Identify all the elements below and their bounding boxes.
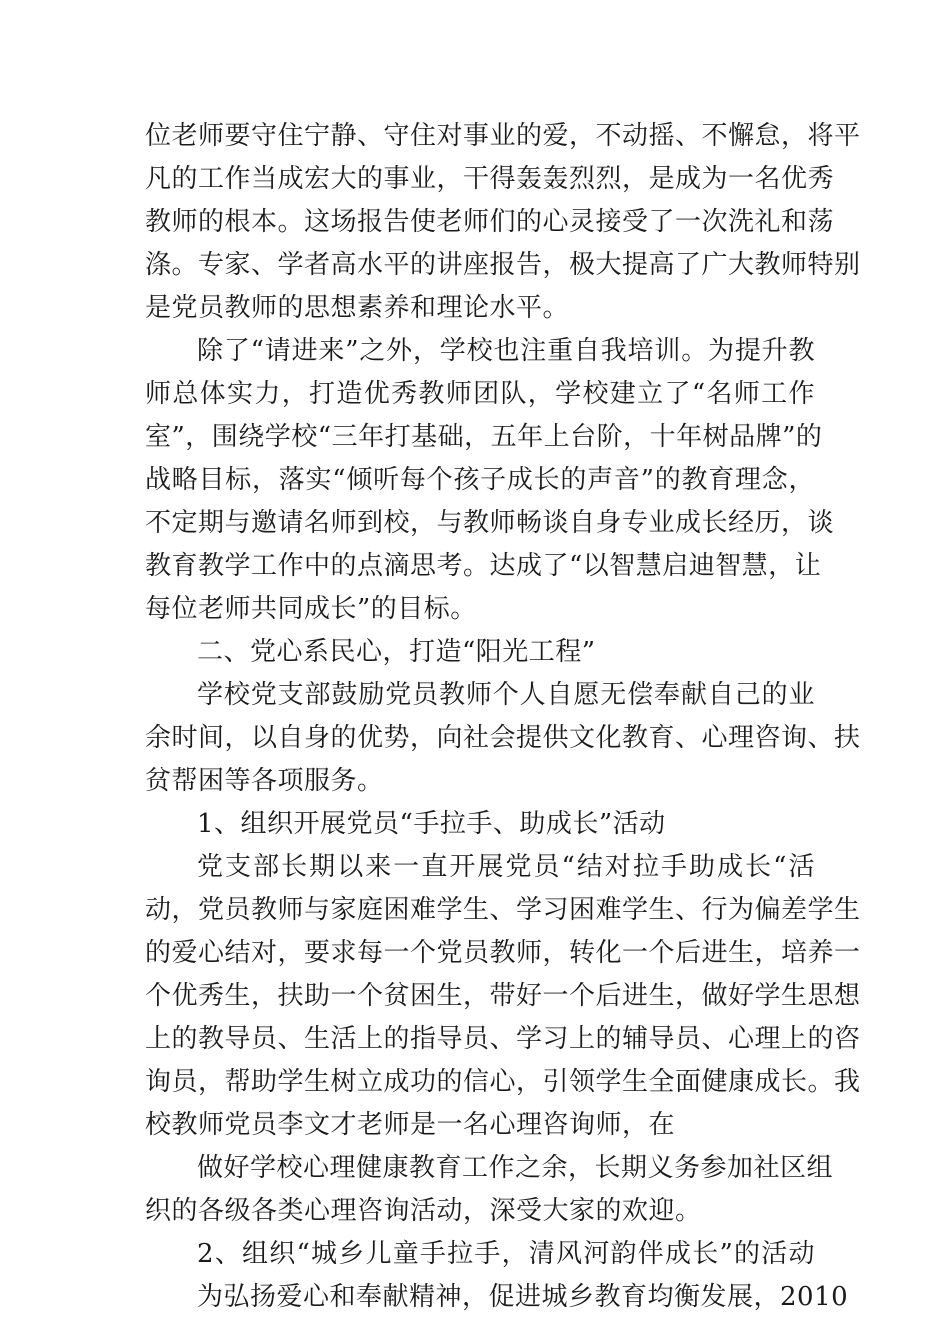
body-text-line: 不定期与邀请名师到校，与教师畅谈自身专业成长经历，谈 xyxy=(145,508,835,538)
body-text-line: 校教师党员李文才老师是一名心理咨询师，在 xyxy=(145,1110,676,1140)
body-text-line: 是党员教师的思想素养和理论水平。 xyxy=(145,293,570,323)
body-text-line: 师总体实力，打造优秀教师团队，学校建立了“名师工作 xyxy=(145,379,815,409)
body-text-line: 动，党员教师与家庭困难学生、学习困难学生、行为偏差学生 xyxy=(145,895,861,925)
body-text-line: 凡的工作当成宏大的事业，干得轰轰烈烈，是成为一名优秀 xyxy=(145,164,835,194)
body-text-line: 战略目标，落实“倾听每个孩子成长的声音”的教育理念， xyxy=(145,465,815,495)
body-text-line: 贫帮困等各项服务。 xyxy=(145,766,384,796)
body-text-line: 教育教学工作中的点滴思考。达成了“以智慧启迪智慧，让 xyxy=(145,551,822,581)
paragraph-first-line: 做好学校心理健康教育工作之余，长期义务参加社区组 xyxy=(197,1153,834,1183)
paragraph-first-line: 为弘扬爱心和奉献精神，促进城乡教育均衡发展，2010 xyxy=(197,1282,849,1312)
body-text-line: 询员，帮助学生树立成功的信心，引领学生全面健康成长。我 xyxy=(145,1067,861,1097)
body-text-line: 教师的根本。这场报告使老师们的心灵接受了一次洗礼和荡 xyxy=(145,207,835,237)
body-text-line: 上的教导员、生活上的指导员、学习上的辅导员、心理上的咨 xyxy=(145,1024,861,1054)
body-text-line: 室”，围绕学校“三年打基础，五年上台阶，十年树品牌”的 xyxy=(145,422,823,452)
body-text-line: 位老师要守住宁静、守住对事业的爱，不动摇、不懈怠，将平 xyxy=(145,121,861,151)
body-text-line: 的爱心结对，要求每一个党员教师，转化一个后进生，培养一 xyxy=(145,938,861,968)
body-text-line: 个优秀生，扶助一个贫困生，带好一个后进生，做好学生思想 xyxy=(145,981,861,1011)
body-text-line: 涤。专家、学者高水平的讲座报告，极大提高了广大教师特别 xyxy=(145,250,861,280)
body-text-line: 每位老师共同成长”的目标。 xyxy=(145,594,477,624)
subsection-heading: 2、组织“城乡儿童手拉手，清风河韵伴成长”的活动 xyxy=(197,1239,815,1269)
section-heading: 二、党心系民心，打造“阳光工程” xyxy=(197,637,596,667)
body-text-line: 余时间，以自身的优势，向社会提供文化教育、心理咨询、扶 xyxy=(145,723,861,753)
subsection-heading: 1、组织开展党员“手拉手、助成长”活动 xyxy=(197,809,666,839)
body-text-line: 织的各级各类心理咨询活动，深受大家的欢迎。 xyxy=(145,1196,702,1226)
paragraph-first-line: 学校党支部鼓励党员教师个人自愿无偿奉献自己的业 xyxy=(197,680,815,710)
paragraph-first-line: 党支部长期以来一直开展党员“结对拉手助成长“活 xyxy=(197,852,815,882)
paragraph-first-line: 除了“请进来”之外，学校也注重自我培训。为提升教 xyxy=(197,336,815,366)
